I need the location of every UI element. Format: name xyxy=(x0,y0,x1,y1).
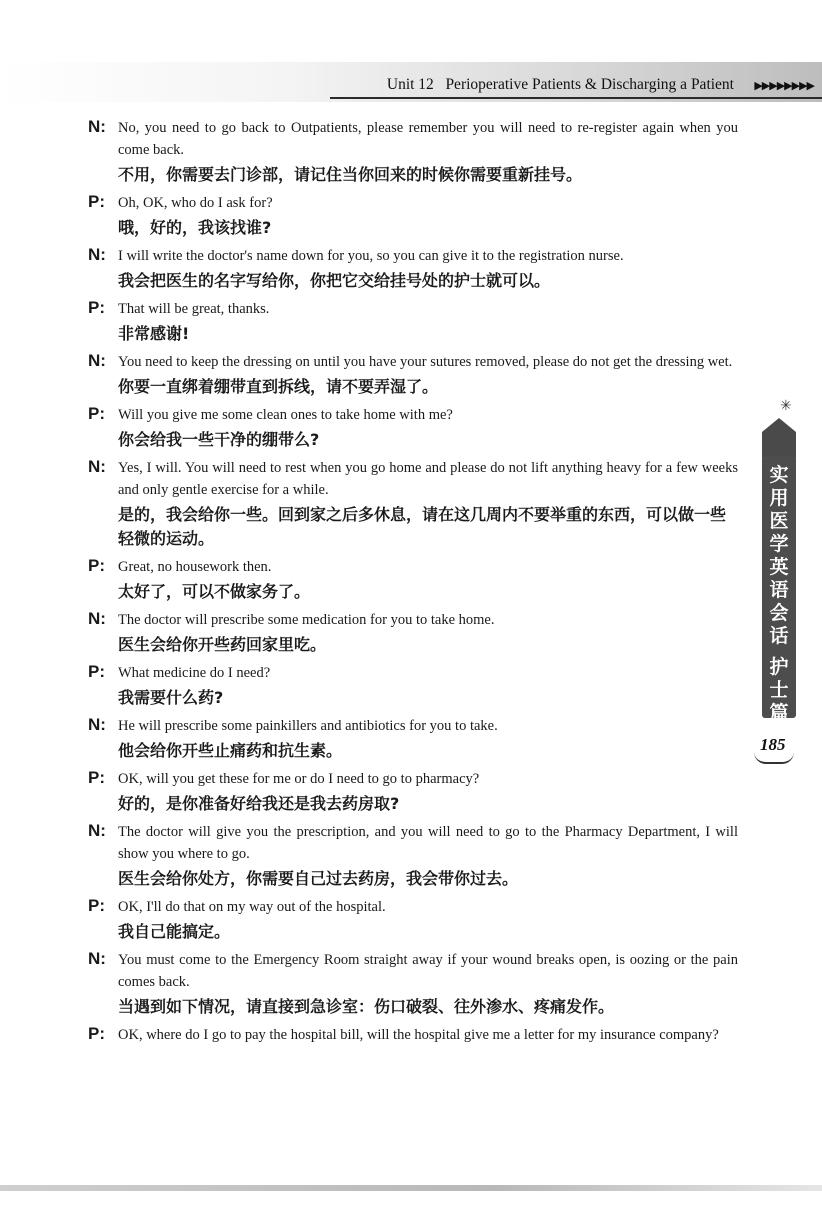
side-tab xyxy=(762,398,796,724)
english-text: What medicine do I need? xyxy=(118,665,271,681)
english-text: No, you need to go back to Outpatients, please remember you will need to re-register again when you come back. xyxy=(118,120,738,158)
english-text: I will write the doctor's name down for you, so you can give it to the registration nurse. xyxy=(118,248,624,264)
dialogue-line xyxy=(88,351,738,399)
dialogue-line xyxy=(88,192,738,240)
english-text: Will you give me some clean ones to take home with me? xyxy=(118,407,453,423)
english-text: He will prescribe some painkillers and antibiotics for you to take. xyxy=(118,718,498,734)
dialogue-line xyxy=(88,949,738,1019)
running-header xyxy=(387,76,734,94)
english-text: The doctor will give you the prescription, and you will need to go to the Pharmacy Department, I will show you where to go. xyxy=(118,824,738,862)
speaker-label: N: xyxy=(88,117,106,136)
english-text: Great, no housework then. xyxy=(118,559,272,575)
dialogue-line xyxy=(88,245,738,293)
chinese-translation: 我需要什么药? xyxy=(118,688,224,707)
speaker-label: P: xyxy=(88,298,105,317)
chinese-translation: 是的，我会给你一些。回到家之后多休息，请在这几周内不要举重的东西，可以做一些轻微的运动。 xyxy=(118,505,727,548)
speaker-label: N: xyxy=(88,351,106,370)
english-text: Oh, OK, who do I ask for? xyxy=(118,195,273,211)
chinese-translation: 哦，好的，我该找谁? xyxy=(118,218,272,237)
footer-rule xyxy=(0,1185,822,1191)
english-text: OK, where do I go to pay the hospital bill, will the hospital give me a letter for my insurance company? xyxy=(118,1027,719,1043)
sparkle-icon: ✳ xyxy=(780,398,792,414)
english-text: OK, I'll do that on my way out of the hospital. xyxy=(118,899,386,915)
chinese-translation: 他会给你开些止痛药和抗生素。 xyxy=(118,741,343,760)
english-text: OK, will you get these for me or do I need to go to pharmacy? xyxy=(118,771,480,787)
unit-title: Perioperative Patients & Discharging a Patient xyxy=(445,76,734,93)
arrow-decoration-icon: ▶▶▶▶▶▶▶▶ xyxy=(754,79,814,92)
chinese-translation: 医生会给你开些药回家里吃。 xyxy=(118,635,327,654)
page-number: 185 xyxy=(760,735,786,754)
dialogue-line xyxy=(88,556,738,604)
speaker-label: P: xyxy=(88,896,105,915)
english-text: You must come to the Emergency Room straight away if your wound breaks open, is oozing or the pain comes back. xyxy=(118,952,738,990)
dialogue-line xyxy=(88,662,738,710)
english-text: That will be great, thanks. xyxy=(118,301,270,317)
speaker-label: N: xyxy=(88,715,106,734)
dialogue-line xyxy=(88,609,738,657)
speaker-label: P: xyxy=(88,1024,105,1043)
dialogue-line xyxy=(88,457,738,551)
chinese-translation: 你会给我一些干净的绷带么? xyxy=(118,430,320,449)
speaker-label: N: xyxy=(88,457,106,476)
chinese-translation: 太好了，可以不做家务了。 xyxy=(118,582,311,601)
dialogue-line xyxy=(88,768,738,816)
chinese-translation: 非常感谢! xyxy=(118,324,190,343)
speaker-label: P: xyxy=(88,768,105,787)
chinese-translation: 我自己能搞定。 xyxy=(118,922,231,941)
unit-label: Unit 12 xyxy=(386,76,434,93)
chinese-translation: 我会把医生的名字写给你，你把它交给挂号处的护士就可以。 xyxy=(118,271,551,290)
chinese-translation: 当遇到如下情况，请直接到急诊室：伤口破裂、往外渗水、疼痛发作。 xyxy=(118,997,615,1016)
dialogue-line xyxy=(88,1024,738,1046)
speaker-label: P: xyxy=(88,404,105,423)
speaker-label: N: xyxy=(88,821,106,840)
chinese-translation: 不用，你需要去门诊部，请记住当你回来的时候你需要重新挂号。 xyxy=(118,165,583,184)
book-icon xyxy=(762,418,796,458)
chinese-translation: 你要一直绑着绷带直到拆线，请不要弄湿了。 xyxy=(118,377,439,396)
english-text: You need to keep the dressing on until you have your sutures removed, please do not get the dressing wet. xyxy=(118,354,733,370)
book-subtitle: 护士篇 xyxy=(769,656,789,724)
speaker-label: P: xyxy=(88,662,105,681)
chinese-translation: 医生会给你处方，你需要自己过去药房，我会带你过去。 xyxy=(118,869,519,888)
dialogue-line xyxy=(88,715,738,763)
book-title: 实用医学英语会话 xyxy=(769,464,789,647)
dialogue-line xyxy=(88,298,738,346)
dialogue-line xyxy=(88,117,738,187)
speaker-label: N: xyxy=(88,949,106,968)
dialogue-line xyxy=(88,821,738,891)
speaker-label: N: xyxy=(88,245,106,264)
speaker-label: N: xyxy=(88,609,106,628)
page-curl-decoration xyxy=(754,752,794,764)
speaker-label: P: xyxy=(88,192,105,211)
header-rule xyxy=(330,97,822,99)
english-text: Yes, I will. You will need to rest when you go home and please do not lift anything heavy for a few weeks and only gentle exercise for a while. xyxy=(118,460,738,498)
dialogue-list xyxy=(88,117,738,1051)
chinese-translation: 好的，是你准备好给我还是我去药房取? xyxy=(118,794,400,813)
dialogue-line xyxy=(88,404,738,452)
speaker-label: P: xyxy=(88,556,105,575)
english-text: The doctor will prescribe some medication for you to take home. xyxy=(118,612,495,628)
dialogue-line xyxy=(88,896,738,944)
